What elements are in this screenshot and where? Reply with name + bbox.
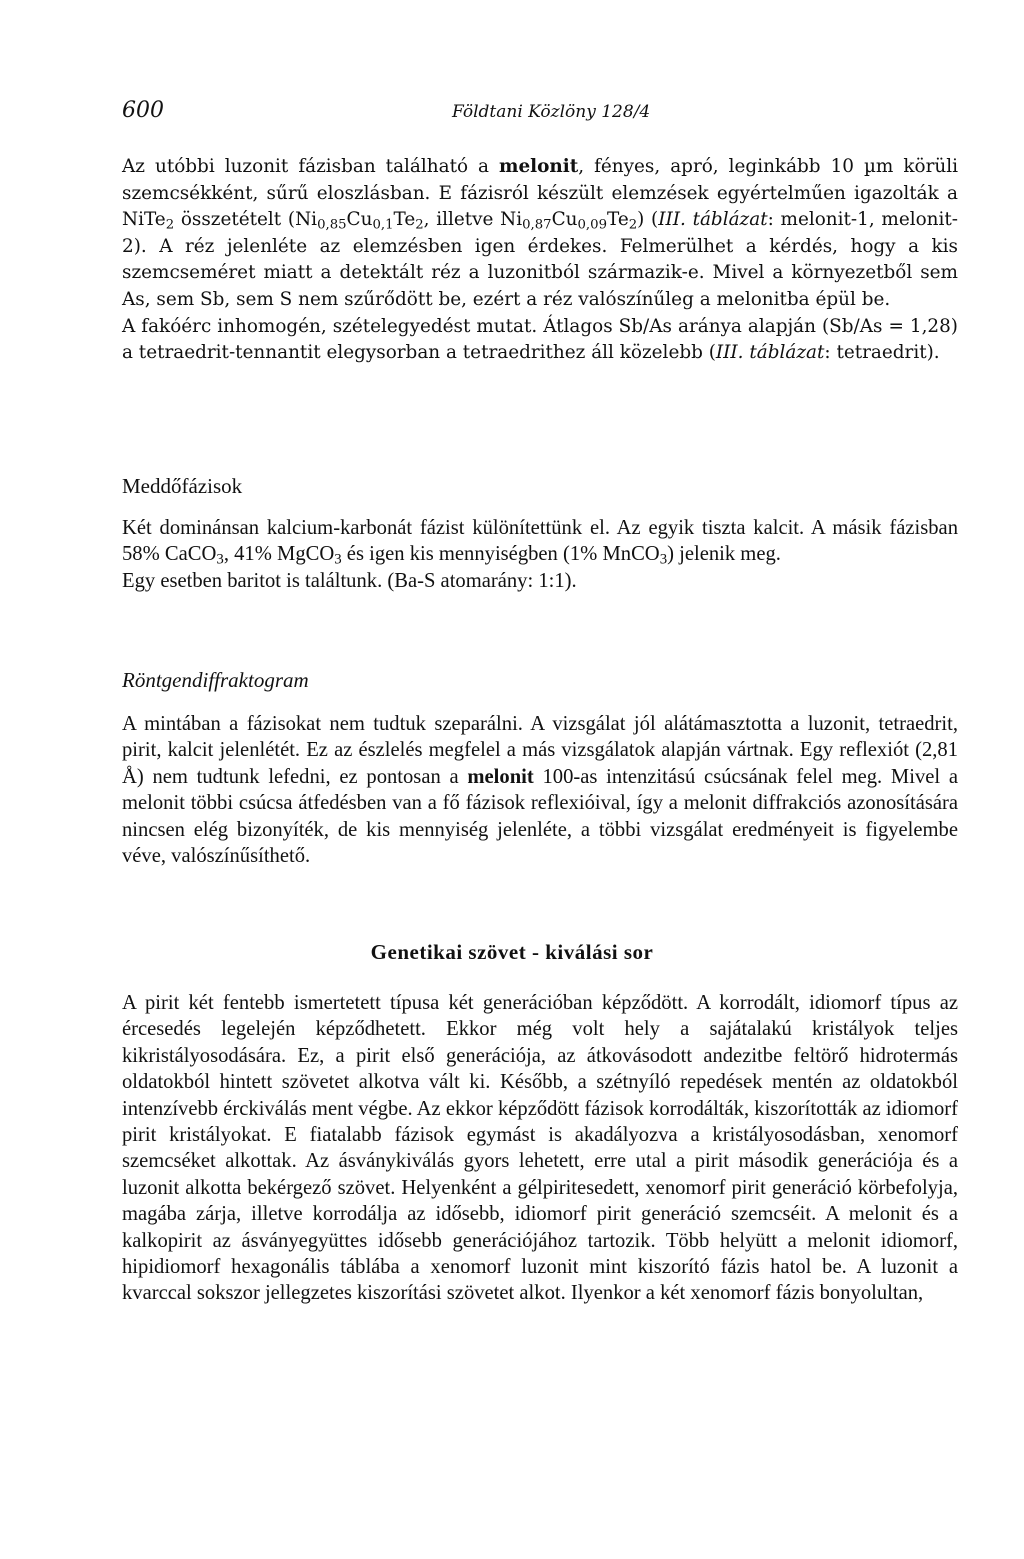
subscript: 3 [334, 552, 342, 569]
text-run: , illetve Ni [423, 209, 523, 231]
meddo-paragraph-2: Egy esetben baritot is találtunk. (Ba-S atomarány: 1:1). [122, 569, 577, 592]
text-run: A mintában a fázisokat nem tudtuk szeparálni. A vizsgálat jól alátámasztotta a luzonit, tetraedrit, pirit, kalcit jelenlétét. Ez az észlelés megfelel a más vizsgálatok alapján vártnak. Egy reflexiót (2,81 Å) nem tudtunk lefedni, ez pontosan a [122, 713, 958, 788]
text-run: 100-as intenzitású csúcsának felel meg. Mivel a melonit többi csúcsa átfedésben van a fő fázisok reflexióival, így a melonit diffrakciós azonosítására nincsen elég bizonyíték, de kis mennyiség jelenléte, a többi vizsgálat eredményeit is figyelembe véve, valószínűsíthető. [122, 765, 958, 868]
rontgen-section [122, 711, 958, 869]
genetikai-paragraph: A pirit két fentebb ismertetett típusa két generációban képződött. A korrodált, idiomorf típus az ércesedés legelején képződhetett. Ekkor még volt hely a sajátalakú kristályok teljes kikristályosodására. Ez, a pirit első generációja, az átkovásodott andezitbe feltörő hidrotermás oldatokból hintett szövetet alkotva vált ki. Később, a szétnyíló repedések mentén az oldatokból intenzívebb érckiválás ment végbe. Az ekkor képződött fázisok korrodálták, kiszorították az idiomorf pirit kristályokat. E fiatalabb fázisok egymást is akadályozva a kristályosodásban, xenomorf szemcséket alkottak. Az ásványkiválás gyors lehetett, erre utal a pirit második generációja és a luzonit alkotta bekérgező szövet. Helyenként a gélpiritesedett, xenomorf pirit generáció körbefolyja, magába zárja, illetve korrodálja az idősebb, idiomorf pirit generáció szemcséit. A melonit és a kalkopirit az ásványegyüttes idősebb generációjához tartozik. Több helyütt a melonit idiomorf, hipidiomorf hexagonális táblába a xenomorf luzonit mint kiszorító fázis hatol be. A luzonit a kvarccal sokszor jellegzetes kiszorítási szövetet alkot. Ilyenkor a két xenomorf fázis bonyolultan, [122, 992, 958, 1305]
italic-ref: III. táblázat [658, 209, 768, 231]
subscript: 2 [415, 217, 424, 233]
text-run: Két dominánsan kalcium-karbonát fázist különítettünk el. Az egyik tiszta kalcit. A másik fázisban 58% CaCO [122, 517, 958, 566]
rontgen-heading: Röntgendiffraktogram [122, 668, 309, 692]
bold-term: melonit [467, 765, 534, 788]
italic-ref: III. táblázat [715, 342, 825, 364]
text-run: : melonit-1, melonit-2). A réz jelenléte az elemzésben igen érdekes. Felmerülhet a kérdés, hogy a kis szemcseméret miatt a detektált réz a luzonitból származik-e. Mivel a környezetből sem As, sem Sb, sem S nem szűrődött be, ezért a réz valószínűleg a melonitba épül be. [122, 209, 958, 310]
fakoerc-paragraph [122, 314, 958, 367]
subscript: 0,87 [522, 217, 552, 233]
text-run: Az utóbbi luzonit fázisban található a [122, 156, 499, 177]
genetikai-heading: Genetikai szövet - kiválási sor [370, 940, 654, 964]
melonit-section [122, 154, 958, 367]
subscript: 2 [165, 217, 175, 233]
meddo-paragraph-1 [122, 515, 958, 568]
running-header [122, 98, 958, 128]
subscript: 0,85 [317, 217, 347, 233]
text-run: A fakóérc inhomogén, szételegyedést mutat. Átlagos Sb/As aránya alapján (Sb/As = 1,28) a tetraedrit-tennantit elegysorban a tetraedrithez áll közelebb ( [122, 315, 958, 364]
bold-term: melonit [499, 156, 579, 177]
text-run: Te [393, 209, 416, 231]
text-run: és igen kis mennyiségben (1% MnCO [341, 543, 660, 566]
text-run: Cu [551, 209, 578, 231]
page-number: 600 [122, 98, 164, 123]
subscript: 0,1 [372, 217, 394, 233]
text-run: összetételt (Ni [174, 209, 318, 231]
genetikai-section [122, 990, 958, 1307]
text-run: ) jelenik meg. [667, 543, 781, 566]
text-run: Cu [346, 209, 373, 231]
text-run: : tetraedrit). [824, 342, 940, 364]
meddofazisok-heading: Meddőfázisok [122, 474, 243, 498]
meddofazisok-section [122, 515, 958, 594]
melonit-paragraph [122, 154, 958, 314]
journal-title: Földtani Közlöny 128/4 [452, 102, 651, 122]
subscript: 3 [216, 552, 224, 569]
subscript: 0,09 [577, 217, 607, 233]
text-run: ) ( [637, 209, 659, 231]
subscript: 3 [659, 552, 668, 569]
rontgen-paragraph [122, 711, 958, 869]
text-run: , 41% MgCO [223, 543, 335, 566]
text-run: , fényes, apró, leginkább 10 µm körüli szemcsékként, sűrű eloszlásban. E fázisról készült elemzések egyértelműen igazolták a NiTe [122, 156, 958, 231]
subscript: 2 [628, 217, 638, 233]
text-run: Te [606, 209, 629, 231]
